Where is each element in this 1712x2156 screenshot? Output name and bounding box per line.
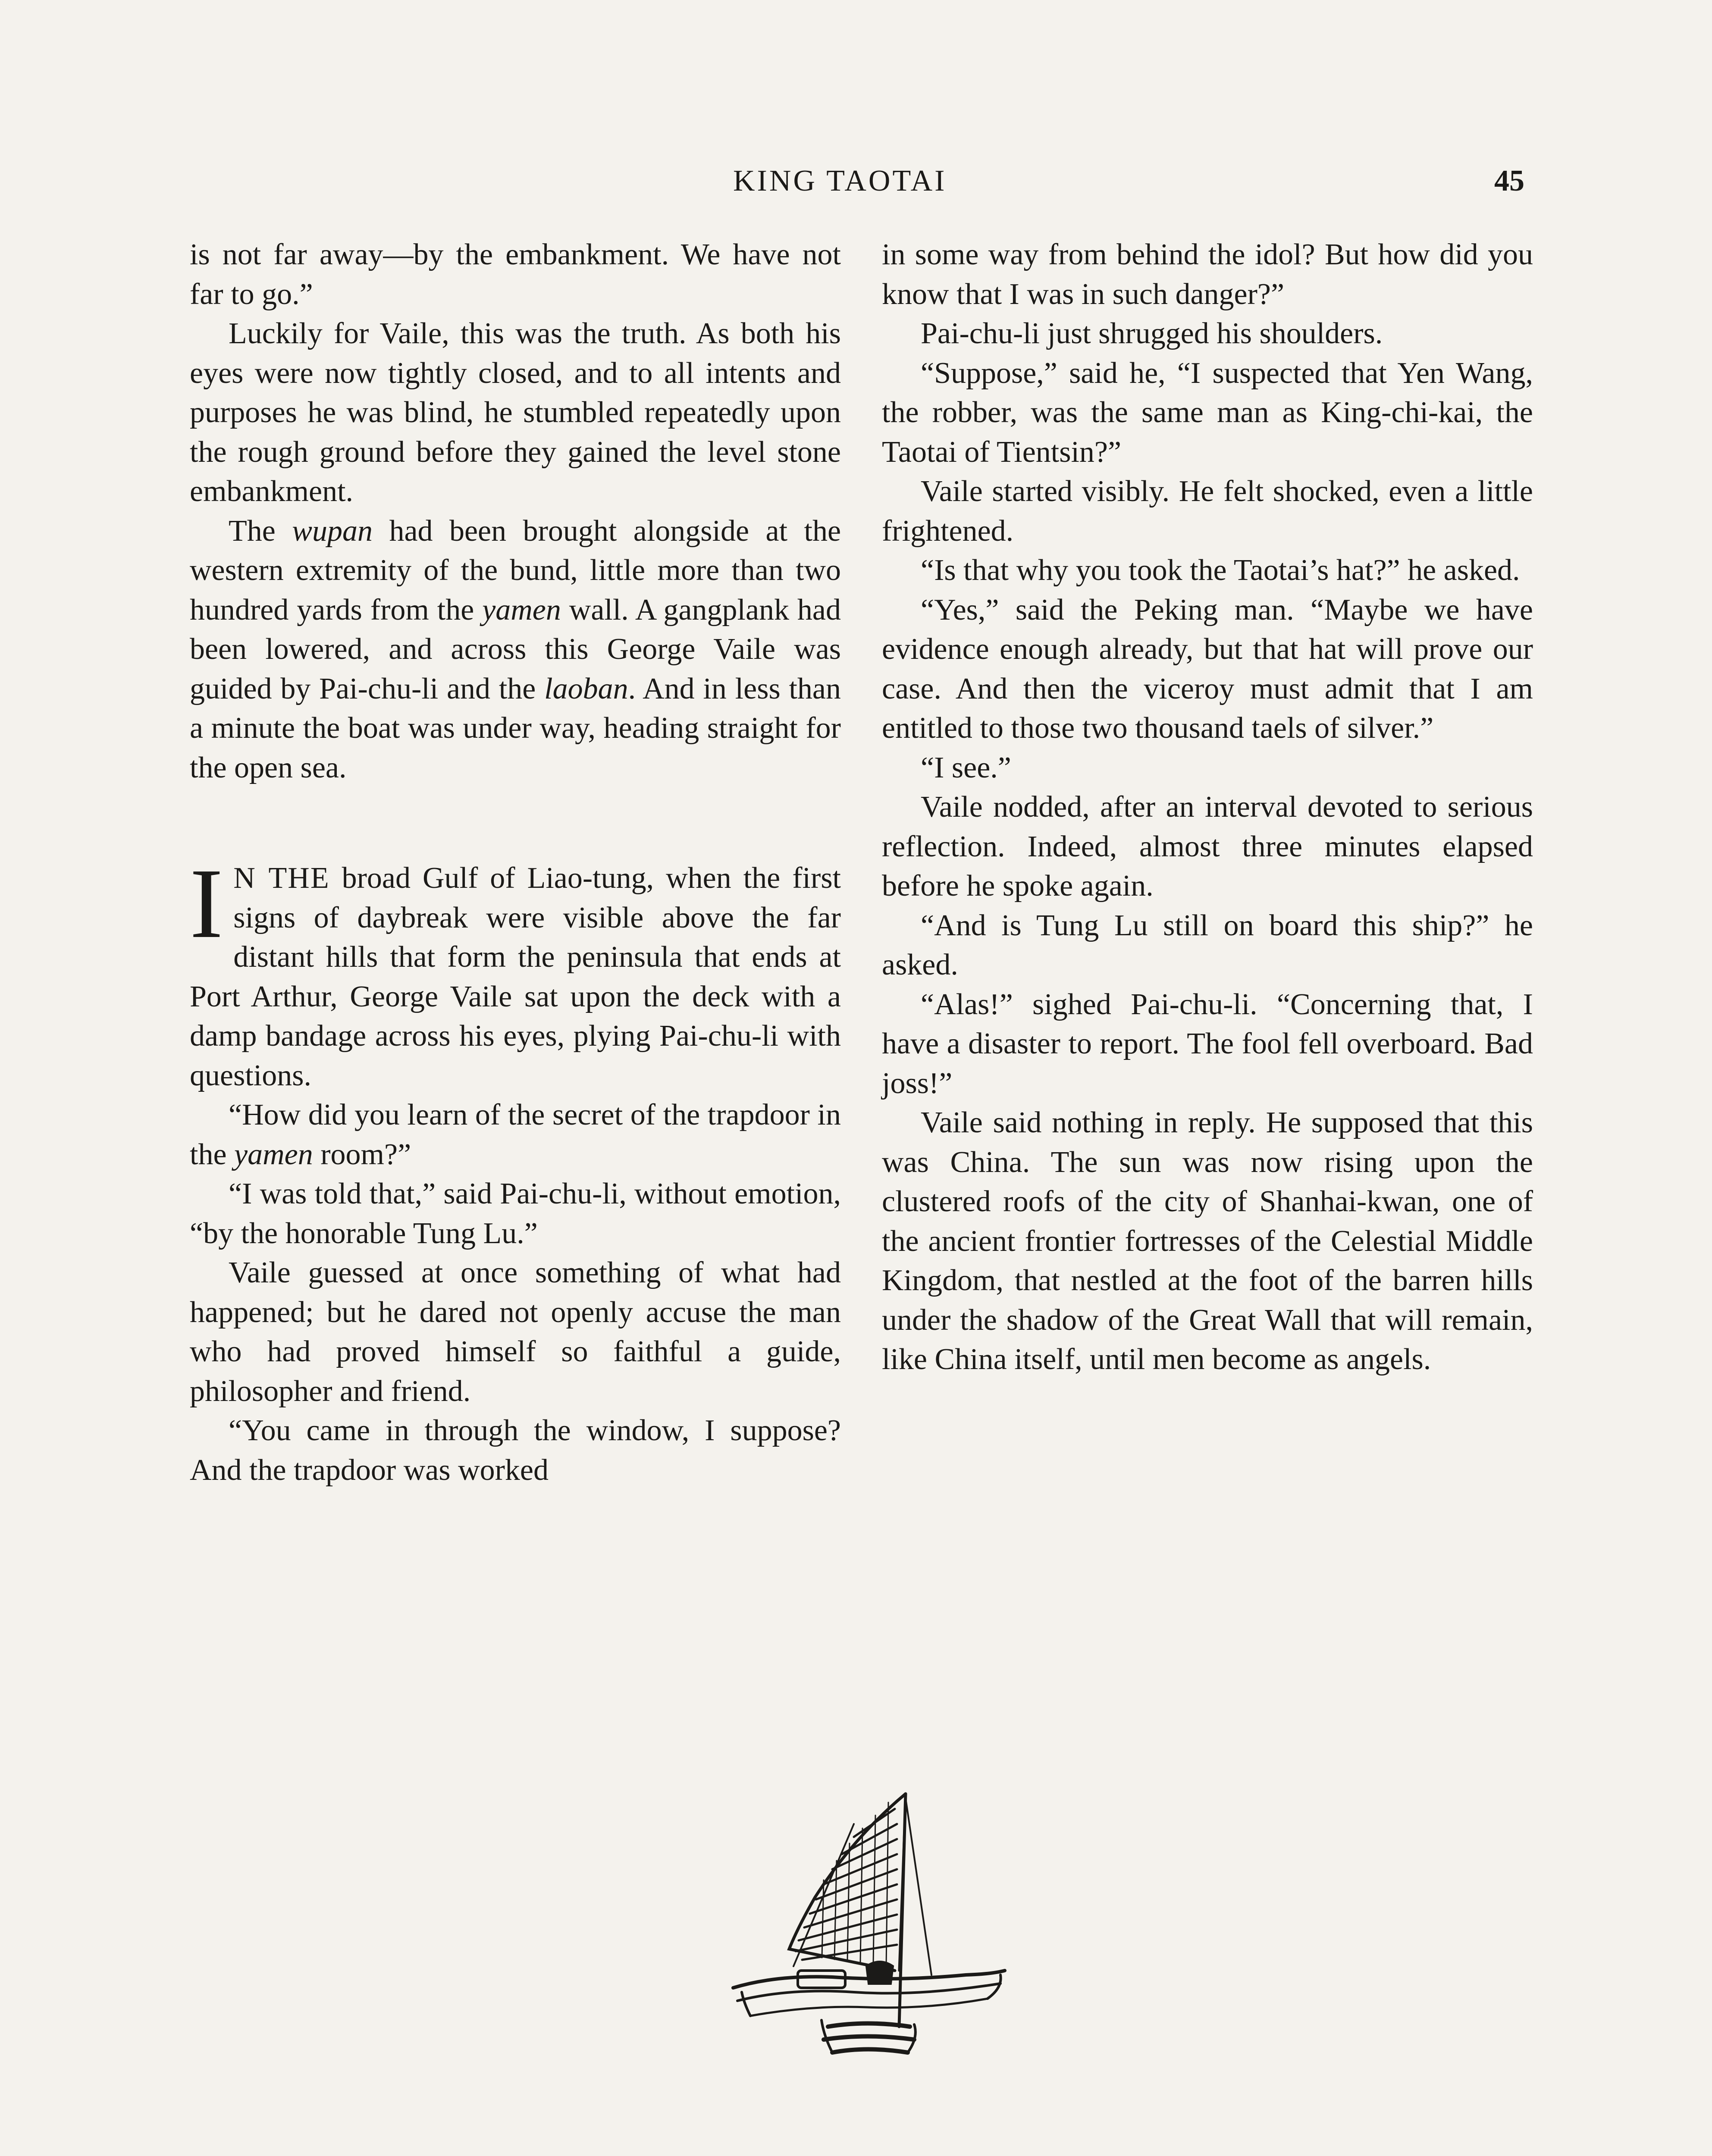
paragraph: “You came in through the window, I suppose? And the trapdoor was worked (190, 1414, 841, 1487)
running-head: KING TAOTAI (733, 164, 947, 197)
paragraph: “How did you learn of the secret of the trapdoor in the yamen room?” (190, 1098, 841, 1171)
paragraph: “And is Tung Lu still on board this ship?” he asked. (882, 909, 1533, 981)
paragraph: in some way from behind the idol? But how did you know that I was in such danger?” (882, 238, 1533, 311)
right-column (882, 235, 1533, 1379)
paragraph: “I see.” (921, 751, 1011, 784)
paragraph: Vaile said nothing in reply. He supposed that this was China. The sun was now rising upon the clustered roofs of the city of Shanhai-kwan, one of the ancient frontier fortresses of the Celestial Middle Kingdom, that nestled at the foot of the barren hills under the shadow of the Great Wall that will remain, like China itself, until men become as angels. (882, 1106, 1533, 1376)
left-column (190, 235, 841, 1490)
paragraph: “Suppose,” said he, “I suspected that Yen Wang, the robber, was the same man as King-chi-kai, the Taotai of Tientsin?” (882, 356, 1533, 469)
section-opening-paragraph: I N THE broad Gulf of Liao-tung, when the first signs of daybreak were visible above the far distant hills that form the peninsula that ends at Port Arthur, George Vaile sat upon the deck with a damp bandage across his eyes, plying Pai-chu-li with questions. (190, 848, 841, 1092)
paragraph: “Yes,” said the Peking man. “Maybe we have evidence enough already, but that hat will prove our case. And then the viceroy must admit that I am entitled to those two thousand taels of silver.” (882, 593, 1533, 745)
paragraph: “I was told that,” said Pai-chu-li, without emotion, “by the honorable Tung Lu.” (190, 1177, 841, 1250)
paragraph: Vaile nodded, after an interval devoted to serious reflection. Indeed, almost three minutes elapsed before he spoke again. (882, 790, 1533, 903)
junk-ship-icon (724, 1785, 1009, 2061)
paragraph: Pai-chu-li just shrugged his shoulders. (921, 317, 1383, 350)
paragraph: is not far away—by the embankment. We have not far to go.” (190, 238, 841, 311)
paragraph: The wupan had been brought alongside at the western extremity of the bund, little more than two hundred yards from the yamen wall. A gangplank had been lowered, and across this George Vaile was guided by Pai-chu-li and the laoban. And in less than a minute the boat was under way, heading straight for the open sea. (190, 514, 841, 784)
drop-cap: I (190, 848, 223, 959)
paragraph: Vaile started visibly. He felt shocked, even a little frightened. (882, 475, 1533, 548)
paragraph: Vaile guessed at once something of what had happened; but he dared not openly accuse the man who had proved himself so faithful a guide, philosopher and friend. (190, 1256, 841, 1408)
paragraph: “Alas!” sighed Pai-chu-li. “Concerning that, I have a disaster to report. The fool fell overboard. Bad joss!” (882, 987, 1533, 1100)
page-number: 45 (1494, 164, 1524, 197)
paragraph: Luckily for Vaile, this was the truth. As both his eyes were now tightly closed, and to all intents and purposes he was blind, he stumbled repeatedly upon the rough ground before they gained the level stone embankment. (190, 317, 841, 508)
paragraph: “Is that why you took the Taotai’s hat?” he asked. (921, 554, 1520, 587)
